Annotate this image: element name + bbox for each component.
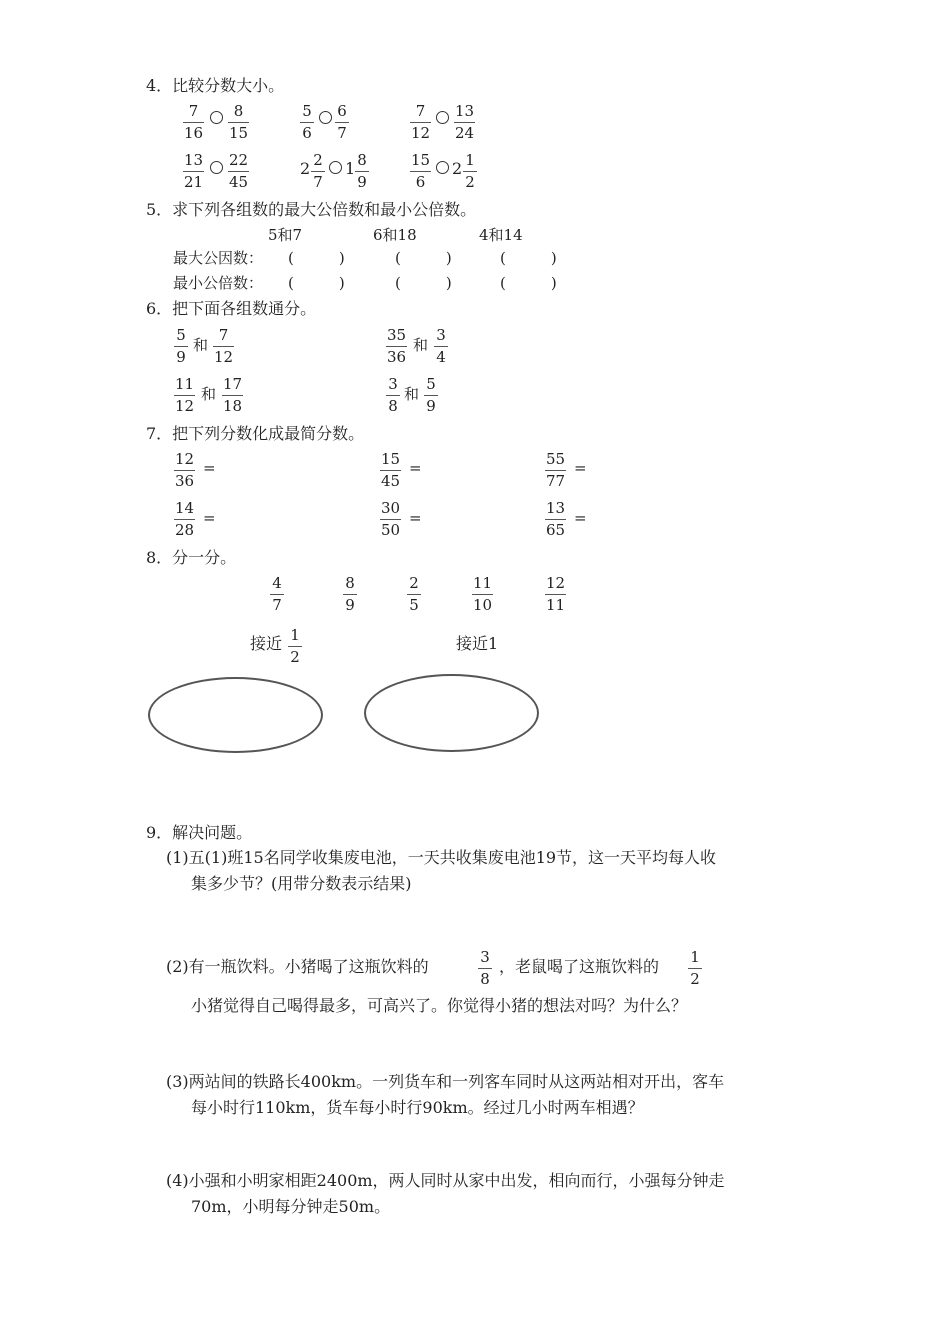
q4-r2p2-right-fraction: 8 9: [355, 153, 369, 190]
q5-title: 5．求下列各组数的最大公倍数和最小公倍数。: [146, 200, 477, 219]
q8-near-half-label: 接近: [250, 634, 283, 653]
q4-r1p3-right-fraction: 13 24: [455, 102, 475, 142]
q9-problem1-line1: (1)五(1)班15名同学收集废电池，一天共收集废电池19节，这一天平均每人收: [166, 848, 717, 867]
q6-and-text: 和: [201, 385, 217, 403]
q5-lcm-answer-3[interactable]: ( ): [500, 274, 557, 292]
equals-sign: =: [574, 509, 587, 527]
q5-gcd-answer-3[interactable]: ( ): [500, 249, 557, 267]
q8-fraction-1[interactable]: 4 7: [270, 576, 284, 613]
q4-r2p3-right-fraction: 1 2: [463, 153, 477, 190]
q5-pair-3: 4和14: [479, 226, 523, 244]
q4-r2p3-left-fraction: 15 6: [411, 151, 431, 191]
q5-pair-1: 5和7: [268, 226, 303, 244]
q6-item1-fraction-a: 5 9: [174, 328, 188, 365]
compare-circle[interactable]: [210, 111, 223, 124]
q7-item1-fraction: 12 36: [175, 450, 195, 490]
q9-problem4-line2: 70m，小明每分钟走50m。: [191, 1197, 391, 1216]
q6-and-text: 和: [413, 336, 429, 354]
q9-problem1-line2: 集多少节？(用带分数表示结果): [191, 874, 412, 893]
equals-sign: =: [409, 509, 422, 527]
q5-pair-2: 6和18: [373, 226, 417, 244]
q9-problem2-fraction-pig: 3 8: [478, 950, 492, 987]
compare-circle[interactable]: [329, 161, 342, 174]
q8-fraction-2[interactable]: 8 9: [343, 576, 357, 613]
q6-item4-fraction-a: 3 8: [386, 377, 400, 414]
q8-title: 8．分一分。: [146, 548, 237, 567]
q8-fraction-3[interactable]: 2 5: [407, 576, 421, 613]
q8-near-half-fraction: 1 2: [288, 628, 302, 665]
q4-r2p2-left-whole: 2: [300, 159, 311, 178]
compare-circle[interactable]: [436, 161, 449, 174]
near-half-answer-oval[interactable]: [148, 677, 323, 753]
q5-lcm-answer-2[interactable]: ( ): [395, 274, 452, 292]
q4-r1p1-right-fraction: 8 15: [229, 102, 249, 142]
q8-fraction-5[interactable]: 12 11: [546, 574, 566, 614]
q5-lcm-answer-1[interactable]: ( ): [288, 274, 345, 292]
compare-circle[interactable]: [210, 161, 223, 174]
q5-gcd-answer-1[interactable]: ( ): [288, 249, 345, 267]
q7-item6-fraction: 13 65: [546, 499, 566, 539]
q4-r2p1-right-fraction: 22 45: [229, 151, 249, 191]
near-one-answer-oval[interactable]: [364, 674, 539, 752]
q6-item2-fraction-a: 35 36: [387, 326, 407, 366]
q4-r1p3-left-fraction: 7 12: [411, 102, 431, 142]
q8-near-one-label: 接近1: [456, 634, 499, 653]
equals-sign: =: [203, 459, 216, 477]
q6-and-text: 和: [404, 385, 420, 403]
q4-r2p2-right-whole: 1: [345, 159, 356, 178]
q5-gcd-label: 最大公因数：: [173, 249, 264, 267]
q7-item5-fraction: 30 50: [381, 499, 401, 539]
q6-and-text: 和: [193, 336, 209, 354]
q4-r1p1-left-fraction: 7 16: [184, 102, 204, 142]
q9-problem2-line2: 小猪觉得自己喝得最多，可高兴了。你觉得小猪的想法对吗？为什么？: [191, 996, 688, 1015]
q6-item4-fraction-b: 5 9: [424, 377, 438, 414]
q4-r2p2-left-fraction: 2 7: [311, 153, 325, 190]
equals-sign: =: [409, 459, 422, 477]
q9-problem4-line1: (4)小强和小明家相距2400m，两人同时从家中出发，相向而行，小强每分钟走: [166, 1171, 725, 1190]
q8-fraction-4[interactable]: 11 10: [473, 574, 493, 614]
q9-problem2-text-a: (2)有一瓶饮料。小猪喝了这瓶饮料的: [166, 957, 429, 976]
q4-r1p2-right-fraction: 6 7: [335, 104, 349, 141]
q7-item2-fraction: 15 45: [381, 450, 401, 490]
q6-item2-fraction-b: 3 4: [434, 328, 448, 365]
q9-title: 9．解决问题。: [146, 823, 253, 842]
q7-title: 7．把下列分数化成最简分数。: [146, 424, 365, 443]
q9-problem2-fraction-mouse: 1 2: [688, 950, 702, 987]
equals-sign: =: [203, 509, 216, 527]
q6-item3-fraction-a: 11 12: [175, 375, 195, 415]
q4-title: 4．比较分数大小。: [146, 76, 285, 95]
q6-title: 6．把下面各组数通分。: [146, 299, 317, 318]
q5-gcd-answer-2[interactable]: ( ): [395, 249, 452, 267]
compare-circle[interactable]: [319, 111, 332, 124]
q9-problem3-line1: (3)两站间的铁路长400km。一列货车和一列客车同时从这两站相对开出，客车: [166, 1072, 725, 1091]
q6-item3-fraction-b: 17 18: [223, 375, 243, 415]
equals-sign: =: [574, 459, 587, 477]
q7-item4-fraction: 14 28: [175, 499, 195, 539]
q4-r2p3-right-whole: 2: [452, 159, 463, 178]
compare-circle[interactable]: [436, 111, 449, 124]
q5-lcm-label: 最小公倍数：: [173, 274, 264, 292]
q9-problem2-text-b: ，老鼠喝了这瓶饮料的: [499, 957, 660, 976]
q4-r2p1-left-fraction: 13 21: [184, 151, 204, 191]
q6-item1-fraction-b: 7 12: [214, 326, 234, 366]
q9-problem3-line2: 每小时行110km，货车每小时行90km。经过几小时两车相遇？: [191, 1098, 644, 1117]
q4-r1p2-left-fraction: 5 6: [300, 104, 314, 141]
q7-item3-fraction: 55 77: [546, 450, 566, 490]
